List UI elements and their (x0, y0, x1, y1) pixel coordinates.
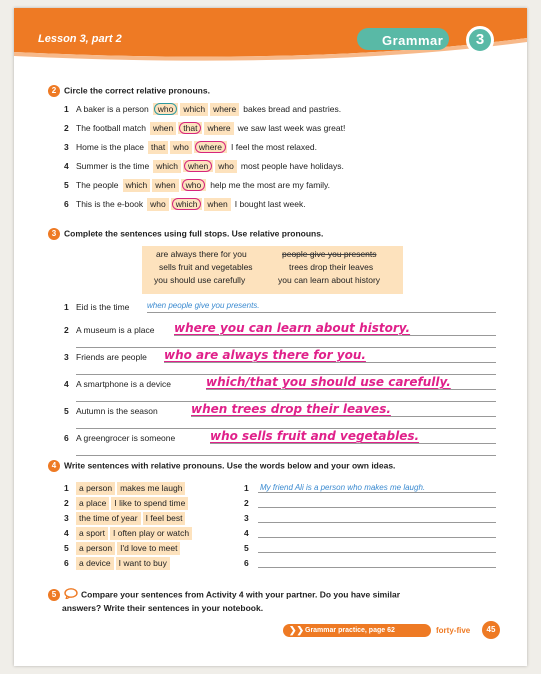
answer-line (258, 522, 496, 523)
item-number: 5 (64, 543, 69, 553)
sentence-row (64, 323, 154, 337)
pronoun-option: when (150, 122, 176, 135)
exercise-4-heading (48, 460, 395, 472)
sentence-end: most people have holidays. (240, 161, 344, 171)
item-number: 1 (64, 104, 69, 114)
prompt-row (64, 496, 190, 510)
word-box-phrase: trees drop their leaves (289, 262, 374, 272)
prompt-row (64, 481, 187, 495)
item-number: 2 (64, 498, 69, 508)
exercise-number: 5 (48, 589, 60, 601)
word-box-phrase-used: people give you presents (282, 249, 377, 259)
exercise-title: Circle the correct relative pronouns. (64, 85, 210, 96)
item-number: 4 (64, 379, 69, 389)
sentence-start: A museum is a place (76, 325, 155, 335)
pronoun-option: who (147, 198, 169, 211)
sentence-row (64, 300, 129, 314)
answer-line (191, 416, 496, 417)
item-number: 5 (64, 180, 69, 190)
unit-badge: 3 (466, 26, 494, 54)
exercise-5-line-1: Compare your sentences from Activity 4 with your partner. Do you have similar (81, 589, 400, 600)
exercise-title: Write sentences with relative pronouns. Use the words below and your own ideas. (64, 460, 396, 471)
pronoun-option: when (204, 198, 230, 211)
prompt-clause: I often play or watch (110, 527, 192, 540)
answer-line (206, 389, 496, 390)
prompt-clause: makes me laugh (117, 482, 185, 495)
sentence-start: Eid is the time (76, 302, 130, 312)
chevron-right-icon: ❯❯ (289, 625, 305, 635)
sentence-row (64, 178, 330, 192)
sentence-row (64, 121, 345, 135)
sentence-row (64, 431, 175, 445)
sentence-start: Summer is the time (76, 161, 150, 171)
handwritten-answer: which/that you should use carefully. (206, 375, 451, 389)
pronoun-option: which (180, 103, 208, 116)
answer-line (258, 537, 496, 538)
item-number: 2 (64, 123, 69, 133)
sentence-end: bakes bread and pastries. (243, 104, 342, 114)
exercise-number: 3 (48, 228, 60, 240)
answer-circle: where (195, 141, 226, 153)
sentence-start: A greengrocer is someone (76, 433, 176, 443)
answer-line (174, 335, 496, 336)
sentence-row (64, 377, 171, 391)
sentence-start: The people (76, 180, 119, 190)
pronoun-option: who (215, 160, 237, 173)
item-number: 1 (64, 483, 69, 493)
item-number: 3 (64, 513, 69, 523)
pronoun-option: which (153, 160, 181, 173)
answer-number: 1 (244, 483, 249, 493)
answer-number: 3 (244, 513, 249, 523)
grammar-practice-label: Grammar practice, page 62 (305, 627, 395, 634)
item-number: 2 (64, 325, 69, 335)
grammar-practice-link[interactable] (283, 624, 431, 637)
pronoun-option: which (123, 179, 151, 192)
answer-circle: when (184, 160, 212, 172)
answer-line (258, 552, 496, 553)
word-box-phrase: sells fruit and vegetables (159, 262, 253, 272)
exercise-2-heading (48, 85, 210, 97)
handwritten-answer: where you can learn about history. (174, 321, 411, 335)
item-number: 4 (64, 161, 69, 171)
pronoun-option-circled (183, 160, 213, 172)
word-box-phrase: you can learn about history (278, 275, 381, 285)
sentence-end: I bought last week. (234, 199, 306, 209)
page-number-word: forty-five (436, 626, 471, 635)
sentence-start: The football match (76, 123, 146, 133)
pronoun-option-circled (153, 103, 179, 115)
sentence-row (64, 350, 147, 364)
exercise-5-line-2: answers? Write their sentences in your notebook. (62, 603, 264, 613)
word-box-phrase: you should use carefully (154, 275, 246, 285)
answer-circle: who (182, 179, 206, 191)
prompt-clause: I'd love to meet (117, 542, 180, 555)
speech-bubble-icon (64, 588, 78, 602)
pronoun-option-circled (194, 141, 227, 153)
pronoun-option: that (148, 141, 168, 154)
item-number: 1 (64, 302, 69, 312)
handwritten-answer: who are always there for you. (164, 348, 366, 362)
pronoun-option: who (170, 141, 192, 154)
sentence-start: Home is the place (76, 142, 145, 152)
answer-number: 6 (244, 558, 249, 568)
answer-number: 2 (244, 498, 249, 508)
prompt-clause: I want to buy (116, 557, 170, 570)
answer-line (258, 507, 496, 508)
sentence-row (64, 102, 341, 116)
answer-line (164, 362, 496, 363)
sentence-row (64, 404, 158, 418)
handwritten-answer: who sells fruit and vegetables. (210, 429, 420, 443)
exercise-5-heading (48, 588, 400, 614)
prompt-row (64, 541, 182, 555)
lesson-title: Lesson 3, part 2 (38, 33, 122, 45)
item-number: 3 (64, 352, 69, 362)
handwritten-answer: when trees drop their leaves. (191, 402, 391, 416)
exercise-3-heading (48, 228, 323, 240)
example-answer: when people give you presents. (147, 301, 260, 310)
pronoun-option: where (210, 103, 239, 116)
pronoun-option: where (204, 122, 233, 135)
item-number: 4 (64, 528, 69, 538)
workbook-page (14, 8, 527, 666)
word-box (142, 246, 403, 294)
answer-line (258, 492, 496, 493)
sentence-row (64, 159, 344, 173)
pronoun-option: when (152, 179, 178, 192)
sentence-start: Autumn is the season (76, 406, 158, 416)
sentence-end: help me the most are my family. (210, 180, 331, 190)
answer-line (258, 567, 496, 568)
prompt-noun: a device (76, 557, 114, 570)
prompt-row (64, 511, 187, 525)
item-number: 6 (64, 558, 69, 568)
pronoun-option-circled (181, 179, 207, 191)
answer-line (210, 443, 496, 444)
answer-number: 4 (244, 528, 249, 538)
sentence-end: we saw last week was great! (237, 123, 346, 133)
sentence-row (64, 140, 317, 154)
item-number: 5 (64, 406, 69, 416)
prompt-clause: I feel best (143, 512, 186, 525)
example-answer: My friend Ali is a person who makes me laugh. (260, 483, 426, 492)
pronoun-option-circled (171, 198, 203, 210)
sentence-start: A baker is a person (76, 104, 149, 114)
prompt-noun: a sport (76, 527, 108, 540)
section-title: Grammar (382, 33, 444, 48)
page-number: 45 (482, 621, 500, 639)
answer-circle: which (172, 198, 202, 210)
exercise-number: 2 (48, 85, 60, 97)
answer-circle: who (154, 103, 178, 115)
answer-circle: that (179, 122, 201, 134)
prompt-row (64, 526, 194, 540)
answer-line (76, 455, 496, 456)
prompt-noun: the time of year (76, 512, 141, 525)
item-number: 6 (64, 433, 69, 443)
sentence-start: A smartphone is a device (76, 379, 171, 389)
prompt-noun: a person (76, 482, 115, 495)
item-number: 3 (64, 142, 69, 152)
exercise-number: 4 (48, 460, 60, 472)
word-box-phrase: are always there for you (156, 249, 247, 259)
answer-line (147, 312, 496, 313)
sentence-start: Friends are people (76, 352, 147, 362)
prompt-noun: a person (76, 542, 115, 555)
prompt-noun: a place (76, 497, 109, 510)
sentence-end: I feel the most relaxed. (230, 142, 317, 152)
exercise-title: Complete the sentences using full stops. Use relative pronouns. (64, 228, 324, 239)
sentence-row (64, 197, 306, 211)
pronoun-option-circled (178, 122, 202, 134)
item-number: 6 (64, 199, 69, 209)
header-banner (14, 8, 527, 66)
prompt-clause: I like to spend time (111, 497, 188, 510)
answer-number: 5 (244, 543, 249, 553)
prompt-row (64, 556, 172, 570)
sentence-start: This is the e-book (76, 199, 144, 209)
